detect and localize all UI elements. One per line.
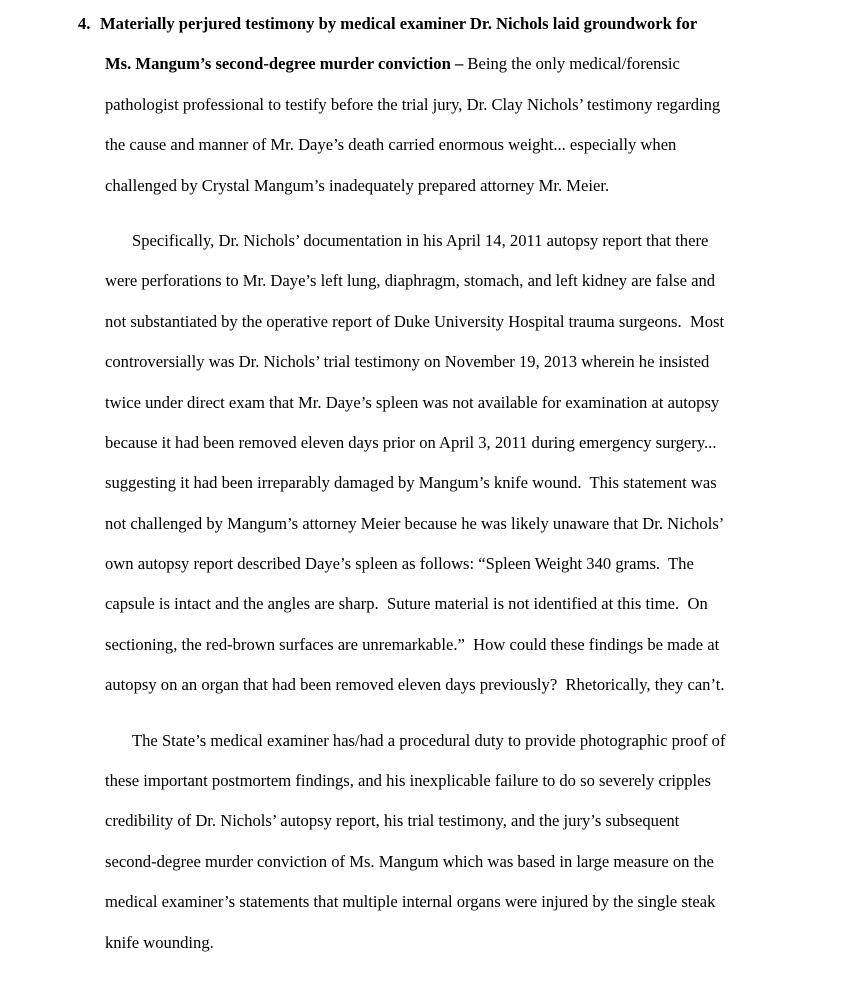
text-line bbox=[105, 125, 785, 165]
text-segment: these important postmortem findings, and his inexplicable failure to do so severely cripples bbox=[105, 771, 711, 791]
text-segment: were perforations to Mr. Daye’s left lung, diaphragm, stomach, and left kidney are false and bbox=[105, 271, 716, 291]
text-line bbox=[105, 463, 785, 503]
text-segment: autopsy on an organ that had been removed eleven days previously? Rhetorically, they can’t. bbox=[105, 675, 725, 695]
text-segment: credibility of Dr. Nichols’ autopsy report, his trial testimony, and the jury’s subsequent bbox=[105, 811, 680, 831]
bold-text-segment: Ms. Mangum’s second-degree murder conviction – bbox=[105, 54, 468, 74]
text-line bbox=[105, 625, 785, 665]
text-segment: own autopsy report described Daye’s spleen as follows: “Spleen Weight 340 grams. The bbox=[105, 554, 694, 574]
text-line bbox=[100, 4, 785, 44]
text-segment: not substantiated by the operative report of Duke University Hospital trauma surgeons. Most bbox=[105, 311, 725, 331]
text-segment: sectioning, the red-brown surfaces are unremarkable.” How could these findings be made at bbox=[105, 634, 720, 654]
document-body bbox=[100, 0, 785, 963]
text-line bbox=[105, 166, 785, 206]
text-line bbox=[105, 221, 785, 261]
text-segment: knife wounding. bbox=[105, 932, 214, 952]
text-segment: challenged by Crystal Mangum’s inadequately prepared attorney Mr. Meier. bbox=[105, 175, 610, 195]
text-line bbox=[105, 342, 785, 382]
text-line bbox=[105, 584, 785, 624]
text-segment: second-degree murder conviction of Ms. Mangum which was based in large measure on the bbox=[105, 851, 714, 871]
text-line bbox=[105, 44, 785, 84]
text-line bbox=[105, 261, 785, 301]
text-line bbox=[105, 383, 785, 423]
text-segment: suggesting it had been irreparably damaged by Mangum’s knife wound. This statement was bbox=[105, 473, 717, 493]
text-line bbox=[105, 923, 785, 963]
text-line bbox=[105, 761, 785, 801]
text-segment: medical examiner’s statements that multiple internal organs were injured by the single steak bbox=[105, 892, 716, 912]
body-paragraph bbox=[105, 721, 785, 963]
text-segment: pathologist professional to testify before the trial jury, Dr. Clay Nichols’ testimony regarding bbox=[105, 94, 721, 114]
bold-text-segment: Materially perjured testimony by medical examiner Dr. Nichols laid groundwork for bbox=[100, 14, 698, 33]
text-segment: Being the only medical/forensic bbox=[467, 54, 680, 74]
text-line bbox=[105, 842, 785, 882]
text-line bbox=[105, 544, 785, 584]
text-segment: twice under direct exam that Mr. Daye’s spleen was not available for examination at autopsy bbox=[105, 392, 720, 412]
text-line bbox=[105, 721, 785, 761]
text-segment: Specifically, Dr. Nichols’ documentation in his April 14, 2011 autopsy report that there bbox=[132, 230, 709, 250]
list-item-number: 4. bbox=[78, 14, 91, 33]
text-segment: controversially was Dr. Nichols’ trial testimony on November 19, 2013 wherein he insisted bbox=[105, 352, 710, 372]
text-line bbox=[105, 504, 785, 544]
text-segment: not challenged by Mangum’s attorney Meier because he was likely unaware that Dr. Nichols’ bbox=[105, 513, 725, 533]
text-line bbox=[105, 423, 785, 463]
text-line bbox=[105, 882, 785, 922]
text-line bbox=[105, 801, 785, 841]
text-segment: capsule is intact and the angles are sharp. Suture material is not identified at this time. On bbox=[105, 594, 708, 614]
text-line bbox=[105, 85, 785, 125]
text-line bbox=[105, 665, 785, 705]
text-segment: the cause and manner of Mr. Daye’s death carried enormous weight... especially when bbox=[105, 135, 677, 155]
text-line bbox=[105, 302, 785, 342]
body-paragraph bbox=[105, 221, 785, 706]
text-segment: The State’s medical examiner has/had a procedural duty to provide photographic proof of bbox=[132, 730, 726, 750]
text-segment: because it had been removed eleven days prior on April 3, 2011 during emergency surgery... bbox=[105, 432, 717, 452]
list-item-paragraph bbox=[100, 4, 785, 206]
